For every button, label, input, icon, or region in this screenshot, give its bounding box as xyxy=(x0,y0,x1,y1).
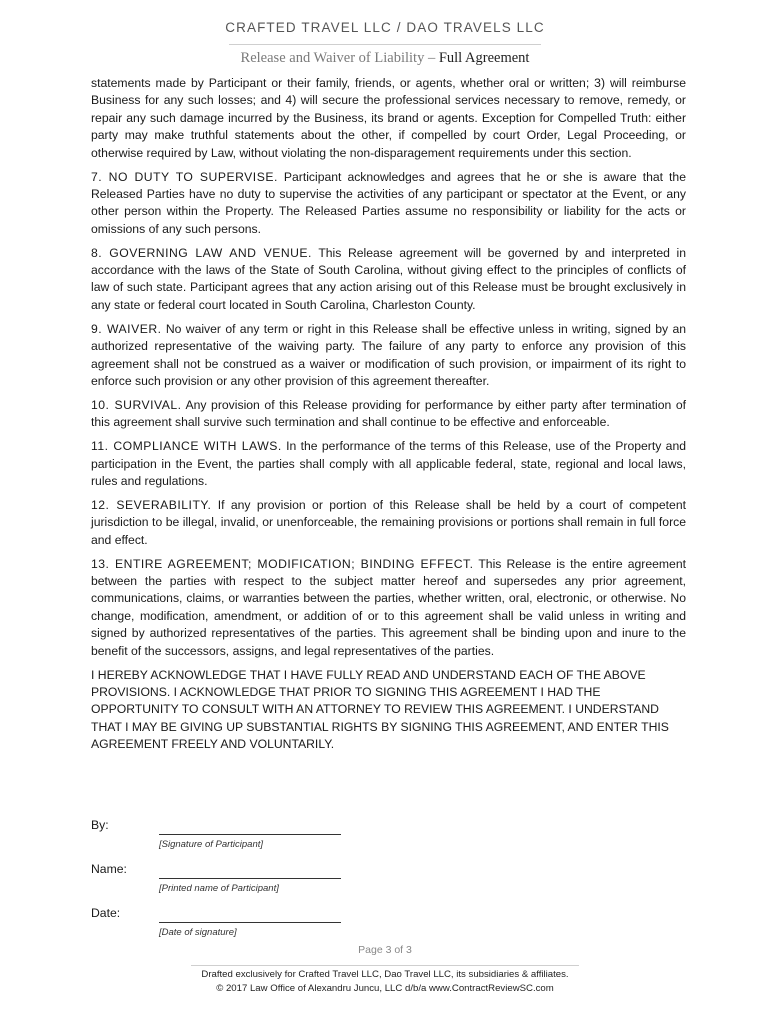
signature-line[interactable] xyxy=(159,922,341,923)
section-governing-law xyxy=(91,245,686,315)
subtitle-strong: Full Agreement xyxy=(438,50,530,66)
section-continuation xyxy=(91,75,686,162)
document-subtitle xyxy=(0,50,770,67)
section-entire-agreement xyxy=(91,556,686,660)
section-no-duty-to-supervise xyxy=(91,169,686,239)
section-body: In the performance of the terms of this Release, use of the Property and participation in the Event, the parties shall comply with all applicable federal, state, regional and local laws, rules and regulations. xyxy=(91,439,687,489)
page-number: Page 3 of 3 xyxy=(358,944,412,956)
section-survival xyxy=(91,397,686,432)
signature-hint: [Signature of Participant] xyxy=(159,839,264,850)
subtitle-separator: – xyxy=(424,50,439,66)
section-compliance xyxy=(91,438,686,490)
section-body: statements made by Participant or their family, friends, or agents, whether oral or written; 3) will reimburse Business for any such losses; and 4) will secure the professional services necessary to remove, remedy, or repair any such damage incurred by the Business, its brand or agents. Exception for Compelled Truth: either party may make truthful statements about the other, if compelled by court Order, Legal Proceeding, or otherwise required by Law, without violating the non-disparagement requirements under this section. xyxy=(91,76,686,160)
document-header xyxy=(0,0,770,72)
section-body: This Release is the entire agreement between the parties with respect to the subject matter hereof and supersedes any prior agreement, communications, claims, or warranties between the parties, whether written, oral, electronic, or otherwise. No change, modification, amendment, or addition of or to this agreement shall be valid unless in writing and signed by authorized representatives of the parties. This agreement shall be binding upon and inure to the benefit of the successors, assigns, and legal representatives of the parties. xyxy=(91,556,686,658)
section-body: This Release agreement will be governed by and interpreted in accordance with the laws of the State of South Carolina, without giving effect to the principles of conflicts of law of such state. Participant agrees that any action arising out of this Release must be brought exclusively in any state or federal court located in South Carolina, Charleston County. xyxy=(91,245,687,312)
section-body: Any provision of this Release providing for performance by either party after termination of this agreement shall survive such termination and shall continue to be effective and enforceable. xyxy=(91,397,687,430)
signature-label: Date: xyxy=(91,906,121,920)
subtitle-main: Release and Waiver of Liability xyxy=(240,50,425,66)
section-body: No waiver of any term or right in this Release shall be effective unless in writing, signed by an authorized representative of the waiving party. The failure of any party to enforce any provision of this agreement shall not be construed as a waiver or modification of such provision, or impairment of its right to enforce such provision or any other provision of this agreement thereafter. xyxy=(91,321,687,388)
company-name: CRAFTED TRAVEL LLC / DAO TRAVELS LLC xyxy=(225,20,545,35)
section-heading: 11. COMPLIANCE WITH LAWS. xyxy=(91,439,282,454)
section-heading: 7. NO DUTY TO SUPERVISE. xyxy=(91,169,278,184)
section-severability xyxy=(91,497,686,549)
signature-hint: [Printed name of Participant] xyxy=(159,883,279,894)
section-heading: 12. SEVERABILITY. xyxy=(91,497,212,512)
section-heading: 10. SURVIVAL. xyxy=(91,397,182,412)
section-heading: 9. WAIVER. xyxy=(91,321,162,336)
document-body xyxy=(91,75,686,760)
signature-line[interactable] xyxy=(159,878,341,879)
section-heading: 8. GOVERNING LAW AND VENUE. xyxy=(91,245,312,260)
section-waiver xyxy=(91,321,686,391)
signature-label: By: xyxy=(91,818,109,832)
section-body: Participant acknowledges and agrees that he or she is aware that the Released Parties have no duty to supervise the activities of any participant or spectator at the Event, or any other person within the Property. The Released Parties assume no responsibility or liability for the acts or omissions of any such persons. xyxy=(91,169,686,236)
header-divider xyxy=(229,44,541,45)
acknowledgment-paragraph: I HEREBY ACKNOWLEDGE THAT I HAVE FULLY READ AND UNDERSTAND EACH OF THE ABOVE PROVISIONS. I ACKNOWLEDGE THAT PRIOR TO SIGNING THIS AGREEMENT I HAD THE OPPORTUNITY TO CONSULT WITH AN ATTORNEY TO REVIEW THIS AGREEMENT. I UNDERSTAND THAT I MAY BE GIVING UP SUBSTANTIAL RIGHTS BY SIGNING THIS AGREEMENT, AND ENTER THIS AGREEMENT FREELY AND VOLUNTARILY. xyxy=(91,667,669,752)
signature-line[interactable] xyxy=(159,834,341,835)
footer-line-2: © 2017 Law Office of Alexandru Juncu, LLC d/b/a www.ContractReviewSC.com xyxy=(216,983,554,994)
footer-line-1: Drafted exclusively for Crafted Travel LLC, Dao Travel LLC, its subsidiaries & affiliates. xyxy=(201,969,569,980)
footer-divider xyxy=(191,965,579,966)
signature-label: Name: xyxy=(91,862,127,876)
section-body: If any provision or portion of this Release shall be held by a court of competent jurisdiction to be illegal, invalid, or unenforceable, the remaining provisions or portions shall remain in full force and effect. xyxy=(91,497,686,547)
signature-hint: [Date of signature] xyxy=(159,927,237,938)
section-heading: 13. ENTIRE AGREEMENT; MODIFICATION; BINDING EFFECT. xyxy=(91,556,474,571)
